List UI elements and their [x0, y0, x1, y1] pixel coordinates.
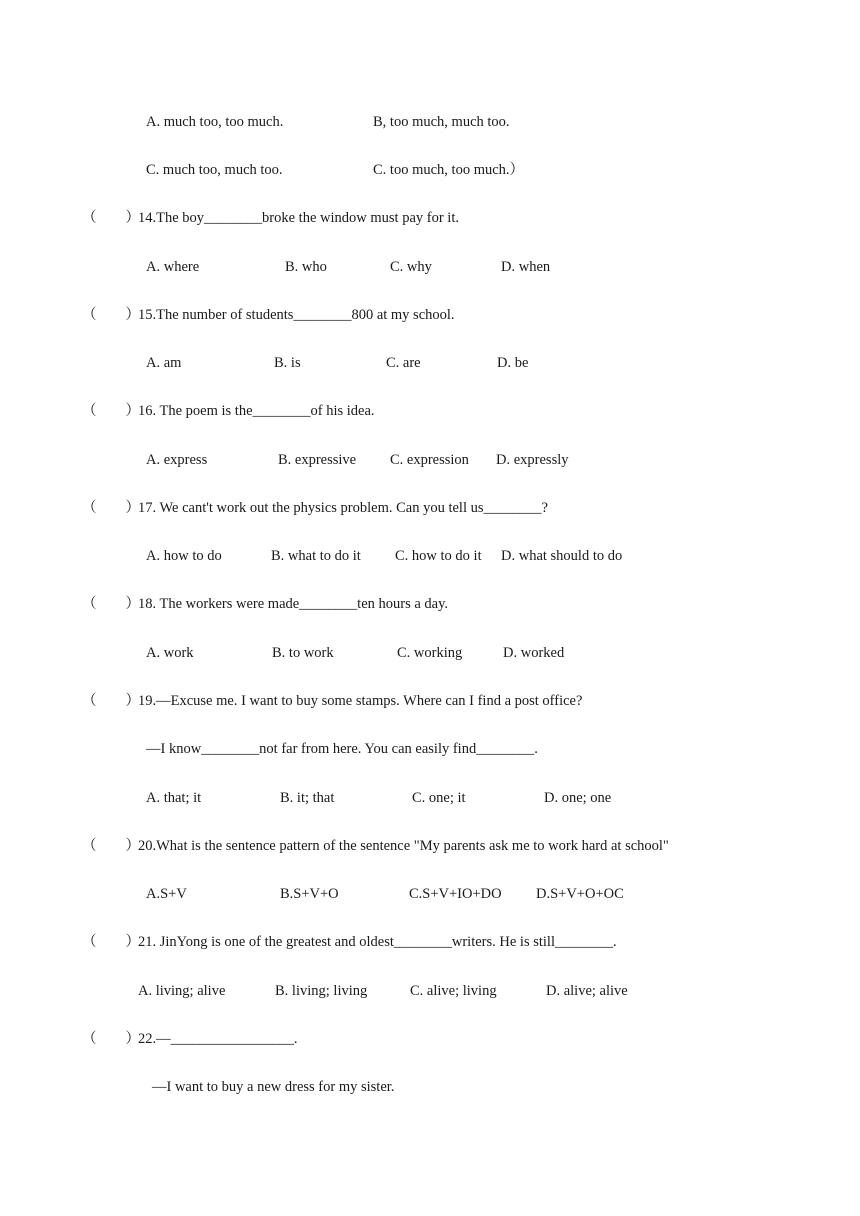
option-c: C. how to do it	[395, 548, 482, 564]
option-b: B. living; living	[275, 983, 368, 999]
option-d: D. one; one	[544, 790, 612, 806]
option-b: B. to work	[272, 645, 334, 661]
option-d: D. when	[501, 259, 551, 275]
option-c: C. why	[390, 259, 432, 275]
option-b: B. expressive	[278, 452, 357, 468]
question-stem: 18. The workers were made________ten hours a day.	[138, 596, 449, 612]
option-a: A. where	[146, 259, 200, 275]
question-stem: 22.—_________________.	[138, 1031, 298, 1047]
question-stem: 16. The poem is the________of his idea.	[138, 403, 375, 419]
option-b: B, too much, much too.	[373, 114, 510, 130]
option-c: C. expression	[390, 452, 469, 468]
option-c: C. much too, much too.	[146, 162, 283, 178]
option-a: A. how to do	[146, 548, 222, 564]
question-stem: 17. We cant't work out the physics problem. Can you tell us________?	[138, 500, 548, 516]
question-stem: 20.What is the sentence pattern of the sentence "My parents ask me to work hard at school"	[138, 838, 669, 854]
answer-bracket: （ ）	[82, 838, 140, 854]
option-b: B. who	[285, 259, 327, 275]
option-d: D.S+V+O+OC	[536, 886, 624, 902]
option-a: A.S+V	[146, 886, 187, 902]
option-a: A. am	[146, 355, 182, 371]
option-a: A. work	[146, 645, 194, 661]
answer-bracket: （ ）	[82, 403, 140, 419]
option-d: D. alive; alive	[546, 983, 628, 999]
option-c: C. working	[397, 645, 463, 661]
option-c: C. alive; living	[410, 983, 497, 999]
option-d: D. be	[497, 355, 529, 371]
option-a: A. that; it	[146, 790, 202, 806]
option-b: B. what to do it	[271, 548, 361, 564]
answer-bracket: （ ）	[82, 1031, 140, 1047]
dialogue-line: —I know________not far from here. You can easily find________.	[146, 741, 538, 757]
option-a: A. living; alive	[138, 983, 226, 999]
option-c: C. one; it	[412, 790, 466, 806]
option-d: C. too much, too much.）	[373, 162, 525, 178]
option-d: D. worked	[503, 645, 565, 661]
option-c: C. are	[386, 355, 421, 371]
option-a: A. much too, too much.	[146, 114, 284, 130]
option-b: B.S+V+O	[280, 886, 339, 902]
question-stem: 19.—Excuse me. I want to buy some stamps. Where can I find a post office?	[138, 693, 583, 709]
option-c: C.S+V+IO+DO	[409, 886, 502, 902]
option-d: D. expressly	[496, 452, 569, 468]
option-b: B. is	[274, 355, 301, 371]
answer-bracket: （ ）	[82, 210, 140, 226]
dialogue-line: —I want to buy a new dress for my sister.	[152, 1079, 395, 1095]
option-d: D. what should to do	[501, 548, 623, 564]
option-b: B. it; that	[280, 790, 335, 806]
option-a: A. express	[146, 452, 208, 468]
question-stem: 15.The number of students________800 at my school.	[138, 307, 455, 323]
question-stem: 21. JinYong is one of the greatest and oldest________writers. He is still________.	[138, 934, 617, 950]
question-stem: 14.The boy________broke the window must pay for it.	[138, 210, 459, 226]
answer-bracket: （ ）	[82, 934, 140, 950]
answer-bracket: （ ）	[82, 307, 140, 323]
answer-bracket: （ ）	[82, 596, 140, 612]
answer-bracket: （ ）	[82, 693, 140, 709]
answer-bracket: （ ）	[82, 500, 140, 516]
